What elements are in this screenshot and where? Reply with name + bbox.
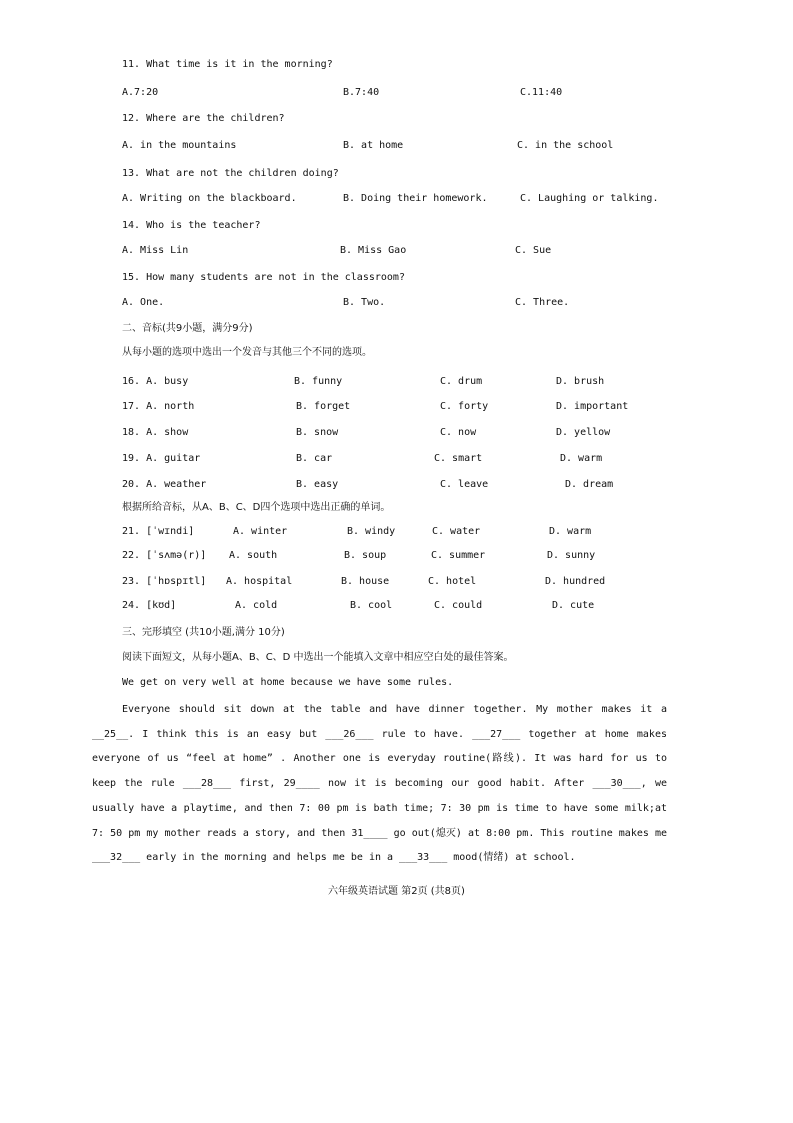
item-d: D. hundred (545, 576, 606, 587)
item-b: B. windy (347, 526, 396, 537)
item-c: C. summer (431, 550, 486, 561)
item-a: A. hospital (226, 576, 293, 587)
option-a: A. One. (122, 297, 165, 308)
item-b: B. forget (296, 401, 351, 412)
option-a: A. Writing on the blackboard. (122, 193, 297, 204)
option-a: A. in the mountains (122, 140, 237, 151)
item-d: D. cute (552, 600, 595, 611)
item-c: C. could (434, 600, 483, 611)
option-b: B. Two. (343, 297, 386, 308)
section-3-title: 三、完形填空 (共10小题,满分 10分) (122, 627, 285, 638)
item-d: D. warm (549, 526, 592, 537)
item-d: D. warm (560, 453, 603, 464)
question-text: 11. What time is it in the morning? (122, 59, 333, 70)
question-text: 13. What are not the children doing? (122, 168, 339, 179)
item-d: D. sunny (547, 550, 596, 561)
paragraph-text: Everyone should sit down at the table and have dinner together. My mother makes it a __25__. I think this is an easy but ___26___ rule to have. ___27___ together at home makes everyone of us “feel at home” . Another one is everyday routine(路线). It was hard for us to keep the rule ___28___ first, 29____ now it is becoming our good habit. After ___30___, we usually have a playtime, and then 7: 00 pm is bath time; 7: 30 pm is time to have some milk;at 7: 50 pm my mother reads a story, and then 31____ go out(熄灭) at 8:00 pm. This routine makes me ___32___ early in the morning and helps me be in a ___33___ mood(情绪) at school. (92, 704, 667, 864)
item-b: B. car (296, 453, 333, 464)
item-a: 18. A. show (122, 427, 189, 438)
item-b: B. soup (344, 550, 387, 561)
option-b: B.7:40 (343, 87, 380, 98)
section-2-title: 二、音标(共9小题，满分9分) (122, 323, 253, 334)
item-b: B. easy (296, 479, 339, 490)
option-a: A. Miss Lin (122, 245, 189, 256)
section-3-instruction: 阅读下面短文，从每小题A、B、C、D 中选出一个能填入文章中相应空白处的最佳答案。 (122, 652, 514, 663)
option-c: C. Laughing or talking. (520, 193, 659, 204)
item-d: D. brush (556, 376, 605, 387)
item-c: C. now (440, 427, 477, 438)
item-b: B. house (341, 576, 390, 587)
option-c: C. Three. (515, 297, 570, 308)
item-a: A. south (229, 550, 278, 561)
item-a: 20. A. weather (122, 479, 207, 490)
item-a: 19. A. guitar (122, 453, 201, 464)
item-c: C. drum (440, 376, 483, 387)
passage-paragraph (92, 698, 667, 871)
item-c: C. hotel (428, 576, 477, 587)
question-text: 12. Where are the children? (122, 113, 285, 124)
option-a: A.7:20 (122, 87, 159, 98)
question-text: 15. How many students are not in the classroom? (122, 272, 405, 283)
item-phonetic: 21. [ˈwɪndi] (122, 526, 195, 537)
item-d: D. yellow (556, 427, 611, 438)
item-phonetic: 24. [kʊd] (122, 600, 177, 611)
item-b: B. cool (350, 600, 393, 611)
option-c: C.11:40 (520, 87, 563, 98)
option-b: B. Miss Gao (340, 245, 407, 256)
option-c: C. in the school (517, 140, 614, 151)
item-a: 16. A. busy (122, 376, 189, 387)
item-d: D. important (556, 401, 629, 412)
item-d: D. dream (565, 479, 614, 490)
section-2-instruction-2: 根据所给音标，从A、B、C、D四个选项中选出正确的单词。 (122, 502, 391, 513)
section-2-instruction-1: 从每小题的选项中选出一个发音与其他三个不同的选项。 (122, 347, 372, 358)
option-c: C. Sue (515, 245, 552, 256)
item-phonetic: 23. [ˈhɒspɪtl] (122, 576, 207, 587)
item-c: C. leave (440, 479, 489, 490)
item-c: C. forty (440, 401, 489, 412)
item-a: A. winter (233, 526, 288, 537)
option-b: B. at home (343, 140, 404, 151)
item-a: A. cold (235, 600, 278, 611)
page-footer: 六年级英语试题 第2页 (共8页) (328, 886, 465, 897)
question-text: 14. Who is the teacher? (122, 220, 261, 231)
item-c: C. water (432, 526, 481, 537)
item-c: C. smart (434, 453, 483, 464)
item-b: B. funny (294, 376, 343, 387)
item-b: B. snow (296, 427, 339, 438)
item-phonetic: 22. [ˈsʌmə(r)] (122, 550, 207, 561)
passage-intro: We get on very well at home because we have some rules. (122, 677, 454, 688)
item-a: 17. A. north (122, 401, 195, 412)
option-b: B. Doing their homework. (343, 193, 488, 204)
